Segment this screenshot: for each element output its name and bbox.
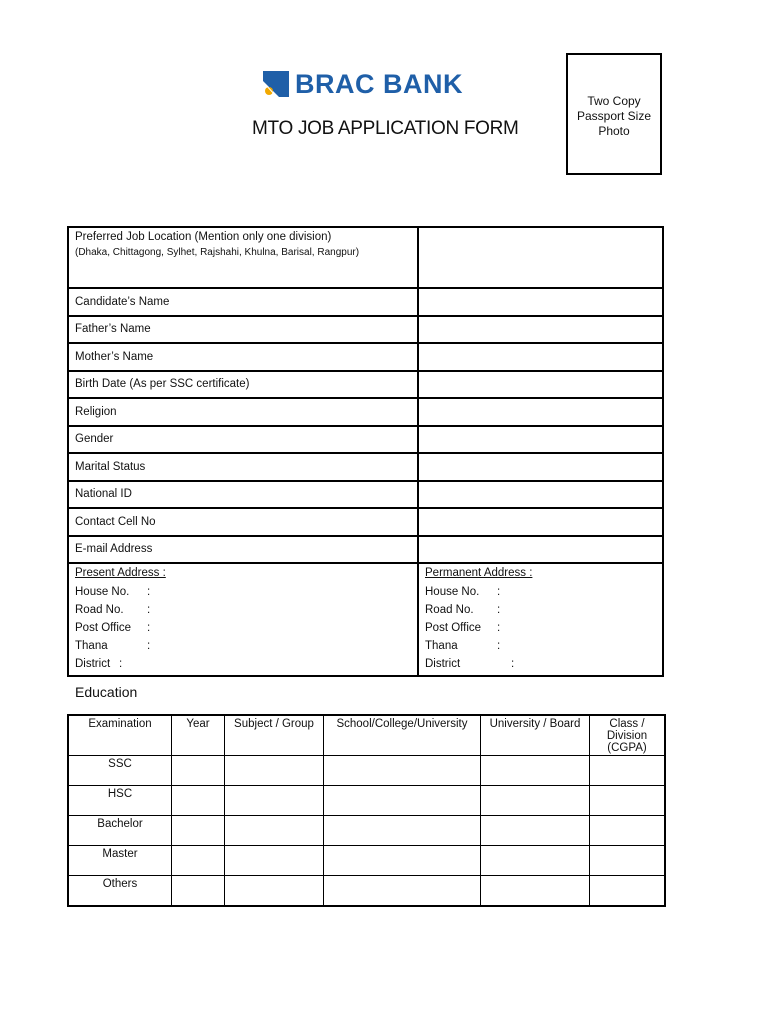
bachelor-year-input[interactable] bbox=[172, 816, 225, 846]
bachelor-class-input[interactable] bbox=[590, 816, 666, 846]
education-header-row bbox=[68, 715, 665, 756]
master-board-input[interactable] bbox=[481, 846, 590, 876]
gender-input[interactable] bbox=[418, 426, 663, 454]
mother-name-label: Mother’s Name bbox=[68, 343, 418, 371]
education-row bbox=[68, 756, 665, 786]
present-house-colon: : bbox=[147, 586, 151, 598]
hsc-year-input[interactable] bbox=[172, 786, 225, 816]
present-address-cell[interactable] bbox=[68, 563, 418, 676]
preferred-location-label bbox=[68, 227, 418, 288]
present-post-colon: : bbox=[147, 622, 151, 634]
education-row bbox=[68, 816, 665, 846]
col-examination: Examination bbox=[68, 715, 172, 756]
logo-text: BRAC BANK bbox=[295, 69, 463, 99]
gender-label: Gender bbox=[68, 426, 418, 454]
contact-cell-label: Contact Cell No bbox=[68, 508, 418, 536]
photo-box-line1: Two Copy bbox=[587, 94, 641, 108]
candidate-name-label: Candidate’s Name bbox=[68, 288, 418, 316]
permanent-address-heading: Permanent Address : bbox=[425, 567, 533, 579]
education-row bbox=[68, 846, 665, 876]
permanent-district-colon: : bbox=[511, 658, 515, 670]
email-label: E-mail Address bbox=[68, 536, 418, 564]
present-road-colon: : bbox=[147, 604, 151, 616]
father-name-input[interactable] bbox=[418, 316, 663, 344]
master-institution-input[interactable] bbox=[324, 846, 481, 876]
hsc-institution-input[interactable] bbox=[324, 786, 481, 816]
ssc-subject-input[interactable] bbox=[225, 756, 324, 786]
present-thana-colon: : bbox=[147, 640, 151, 652]
contact-cell-input[interactable] bbox=[418, 508, 663, 536]
photo-box-line2: Passport Size bbox=[576, 109, 652, 123]
preferred-location-row bbox=[68, 227, 663, 288]
birth-date-input[interactable] bbox=[418, 371, 663, 399]
exam-hsc: HSC bbox=[68, 786, 172, 816]
ssc-board-input[interactable] bbox=[481, 756, 590, 786]
present-district-colon: : bbox=[119, 658, 123, 670]
email-input[interactable] bbox=[418, 536, 663, 564]
address-row bbox=[68, 563, 663, 676]
present-district-label: District bbox=[75, 658, 111, 670]
hsc-class-input[interactable] bbox=[590, 786, 666, 816]
permanent-road-colon: : bbox=[497, 604, 501, 616]
permanent-road-label: Road No. bbox=[425, 604, 474, 616]
present-address-heading: Present Address : bbox=[75, 567, 166, 579]
education-title: Education bbox=[75, 684, 138, 700]
others-board-input[interactable] bbox=[481, 876, 590, 907]
others-class-input[interactable] bbox=[590, 876, 666, 907]
religion-input[interactable] bbox=[418, 398, 663, 426]
others-year-input[interactable] bbox=[172, 876, 225, 907]
col-subject-group: Subject / Group bbox=[225, 715, 324, 756]
permanent-house-label: House No. bbox=[425, 586, 480, 598]
marital-status-input[interactable] bbox=[418, 453, 663, 481]
exam-bachelor: Bachelor bbox=[68, 816, 172, 846]
permanent-thana-label: Thana bbox=[425, 640, 458, 652]
col-year: Year bbox=[172, 715, 225, 756]
permanent-district-label: District bbox=[425, 658, 461, 670]
mother-name-input[interactable] bbox=[418, 343, 663, 371]
preferred-location-input[interactable] bbox=[418, 227, 663, 288]
bachelor-institution-input[interactable] bbox=[324, 816, 481, 846]
permanent-address-cell[interactable] bbox=[418, 563, 663, 676]
passport-photo-box bbox=[566, 53, 662, 175]
others-subject-input[interactable] bbox=[225, 876, 324, 907]
bachelor-subject-input[interactable] bbox=[225, 816, 324, 846]
exam-master: Master bbox=[68, 846, 172, 876]
ssc-institution-input[interactable] bbox=[324, 756, 481, 786]
father-name-label: Father’s Name bbox=[68, 316, 418, 344]
brac-bank-sun-icon bbox=[263, 71, 289, 97]
present-post-label: Post Office bbox=[75, 622, 132, 634]
religion-label: Religion bbox=[68, 398, 418, 426]
present-road-label: Road No. bbox=[75, 604, 124, 616]
permanent-post-colon: : bbox=[497, 622, 501, 634]
permanent-post-label: Post Office bbox=[425, 622, 482, 634]
birth-date-label: Birth Date (As per SSC certificate) bbox=[68, 371, 418, 399]
permanent-thana-colon: : bbox=[497, 640, 501, 652]
preferred-location-hint: (Dhaka, Chittagong, Sylhet, Rajshahi, Khulna, Barisal, Rangpur) bbox=[75, 247, 360, 258]
brac-bank-logo bbox=[263, 70, 463, 98]
exam-ssc: SSC bbox=[68, 756, 172, 786]
education-row bbox=[68, 876, 665, 907]
national-id-input[interactable] bbox=[418, 481, 663, 509]
master-subject-input[interactable] bbox=[225, 846, 324, 876]
ssc-class-input[interactable] bbox=[590, 756, 666, 786]
bachelor-board-input[interactable] bbox=[481, 816, 590, 846]
national-id-label: National ID bbox=[68, 481, 418, 509]
others-institution-input[interactable] bbox=[324, 876, 481, 907]
present-house-label: House No. bbox=[75, 586, 130, 598]
permanent-house-colon: : bbox=[497, 586, 501, 598]
education-table bbox=[67, 714, 666, 907]
ssc-year-input[interactable] bbox=[172, 756, 225, 786]
photo-box-line3: Photo bbox=[598, 124, 630, 138]
master-class-input[interactable] bbox=[590, 846, 666, 876]
applicant-info-table bbox=[67, 226, 664, 677]
col-class-division: Class / Division (CGPA) bbox=[590, 715, 666, 756]
preferred-location-text: Preferred Job Location (Mention only one division) bbox=[75, 231, 332, 243]
education-row bbox=[68, 786, 665, 816]
exam-others: Others bbox=[68, 876, 172, 907]
master-year-input[interactable] bbox=[172, 846, 225, 876]
marital-status-label: Marital Status bbox=[68, 453, 418, 481]
col-university-board: University / Board bbox=[481, 715, 590, 756]
candidate-name-input[interactable] bbox=[418, 288, 663, 316]
col-institution: School/College/University bbox=[324, 715, 481, 756]
hsc-subject-input[interactable] bbox=[225, 786, 324, 816]
form-title: MTO JOB APPLICATION FORM bbox=[252, 118, 519, 139]
present-thana-label: Thana bbox=[75, 640, 108, 652]
hsc-board-input[interactable] bbox=[481, 786, 590, 816]
